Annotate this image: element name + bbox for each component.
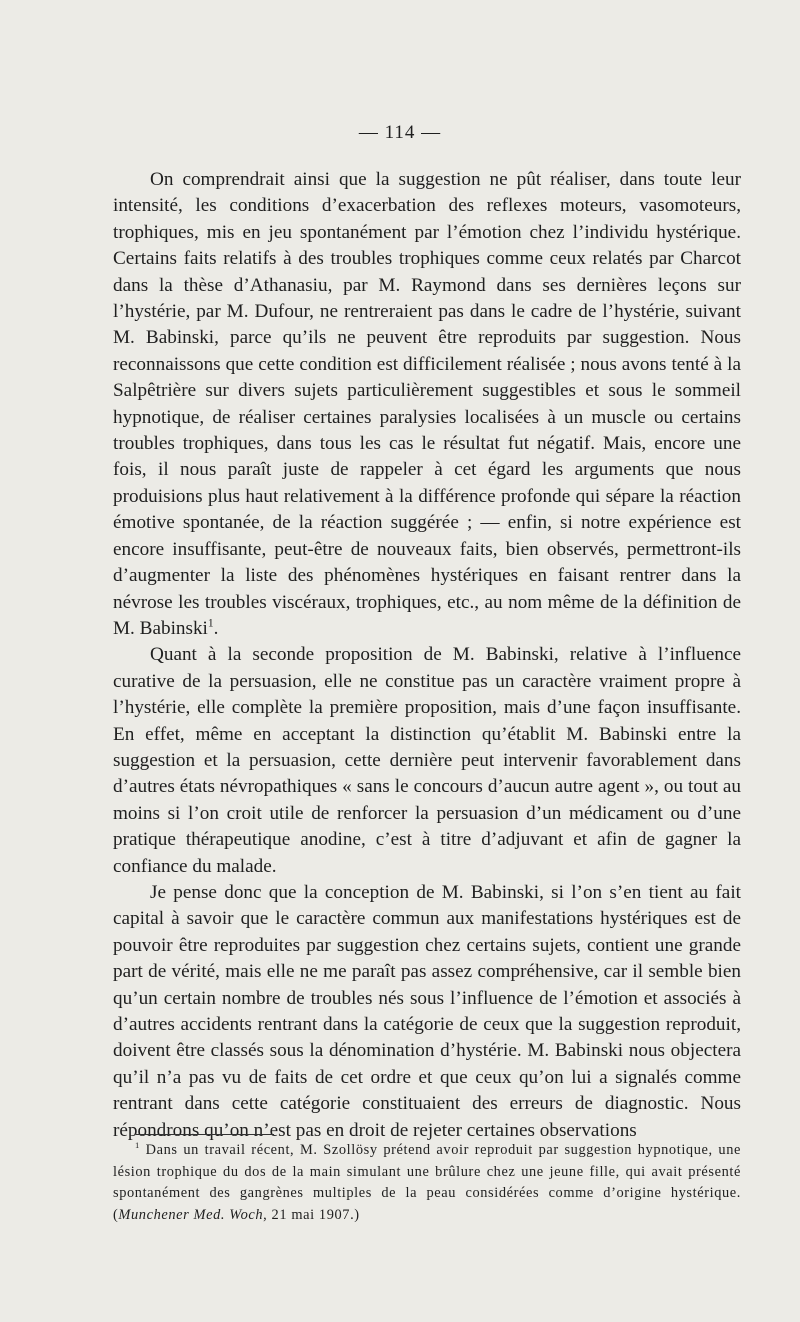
body-text	[113, 167, 741, 1144]
page-number: — 114 —	[358, 122, 442, 143]
footnote-text: Dans un travail récent, M. Szollösy prétend avoir reproduit par suggestion hypnotique, une lésion trophique du dos de la main simulant une brûlure chez une jeune fille, qui avait présenté spontanément des gangrènes multiples de la peau considérées comme d’origine hystérique. (	[113, 1142, 741, 1223]
footnote-reference: 1	[207, 617, 214, 630]
paragraph-1	[113, 167, 741, 642]
paragraph-1-text: On comprendrait ainsi que la suggestion ne pût réaliser, dans toute leur intensité, les conditions d’exacerbation des reflexes moteurs, vasomoteurs, trophiques, mis en jeu spontanément par l’émotion chez l’individu hystérique. Certains faits relatifs à des troubles trophiques comme ceux relatés par Charcot dans la thèse d’Athanasiu, par M. Raymond dans ses dernières leçons sur l’hystérie, par M. Dufour, ne rentreraient pas dans le cadre de l’hystérie, suivant M. Babinski, parce qu’ils ne peuvent être reproduits par suggestion. Nous reconnaissons que cette condition est difficilement réalisée ; nous avons tenté à la Salpêtrière sur divers sujets particulièrement suggestibles et sous le sommeil hypnotique, de réaliser certaines paralysies localisées à un muscle ou certains troubles trophiques, dans tous les cas le résultat fut négatif. Mais, encore une fois, il nous paraît juste de rappeler à cet égard les arguments que nous produisions plus haut relativement à la différence profonde qui sépare la réaction émotive spontanée, de la réaction suggérée ; — enfin, si notre expérience est encore insuffisante, peut-être de nouveaux faits, bien observés, permettront-ils d’augmenter la liste des phénomènes hystériques en faisant rentrer dans la névrose les troubles viscéraux, trophiques, etc., au nom même de la définition de M. Babinski	[113, 169, 741, 639]
footnote-marker: 1	[135, 1140, 140, 1151]
footnote-divider	[136, 1134, 274, 1135]
paragraph-1-end: .	[213, 617, 219, 639]
paragraph-3: Je pense donc que la conception de M. Babinski, si l’on s’en tient au fait capital à savoir que le caractère commun aux manifestations hystériques est de pouvoir être reproduites par suggestion chez certains sujets, contient une grande part de vérité, mais elle ne me paraît pas assez compréhensive, car il semble bien qu’un certain nombre de troubles nés sous l’influence de l’émotion et associés à d’autres accidents rentrant dans la catégorie de ceux que la suggestion reproduit, doivent être classés sous la dénomination d’hystérie. M. Babinski nous objectera qu’il n’a pas vu de faits de cet ordre et que ceux qu’on lui a signalés comme rentrant dans cette catégorie constituaient des erreurs de diagnostic. Nous répondrons qu’on n’est pas en droit de rejeter certaines observations	[113, 881, 741, 1141]
footnote	[113, 1140, 741, 1226]
footnote-citation-end: , 21 mai 1907.)	[263, 1206, 360, 1223]
paragraph-2: Quant à la seconde proposition de M. Babinski, relative à l’influence curative de la persuasion, elle ne constitue pas un caractère vraiment propre à l’hystérie, elle complète la première proposition, mais d’une façon insuffisante. En effet, même en acceptant la distinction qu’établit M. Babinski entre la suggestion et la persuasion, cette dernière peut intervenir favorablement dans d’autres états névropathiques « sans le concours d’aucun autre agent », ou tout au moins si l’on croit utile de renforcer la persuasion d’un médicament ou d’une pratique thérapeutique anodine, c’est à titre d’adjuvant et afin de gagner la confiance du malade.	[113, 644, 741, 877]
footnote-citation: Munchener Med. Woch	[118, 1206, 264, 1223]
